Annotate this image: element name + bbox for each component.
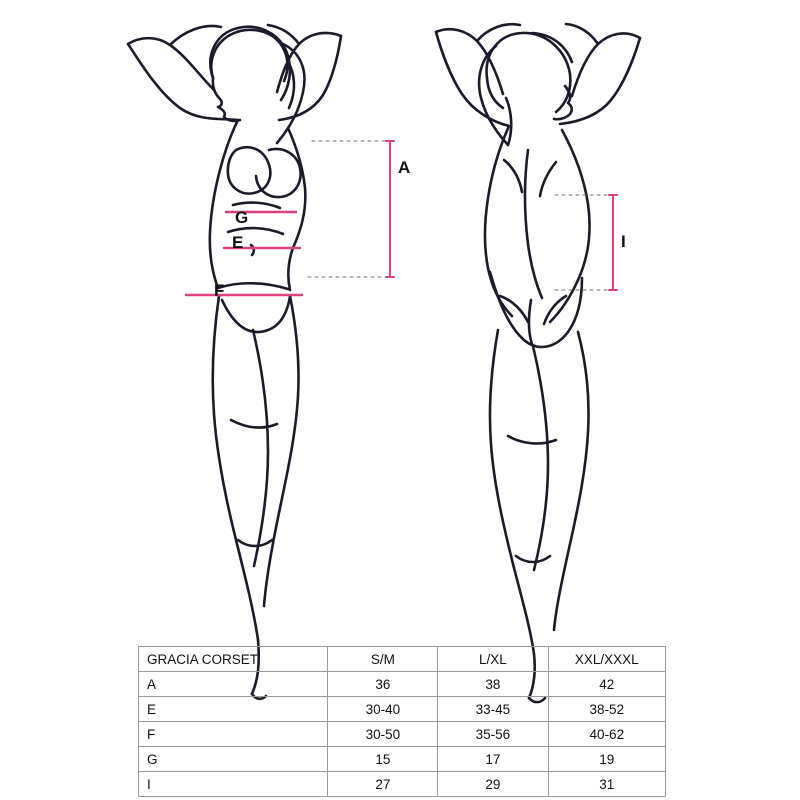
table-row <box>139 747 666 772</box>
row-label: E <box>139 697 328 722</box>
row-value-xxl: 31 <box>548 772 665 797</box>
row-value-sm: 15 <box>328 747 438 772</box>
row-value-sm: 36 <box>328 672 438 697</box>
row-value-sm: 27 <box>328 772 438 797</box>
table-header-title: GRACIA CORSET <box>139 647 328 672</box>
front-view-figure <box>128 25 341 699</box>
table-row <box>139 697 666 722</box>
row-label: F <box>139 722 328 747</box>
row-value-sm: 30-50 <box>328 722 438 747</box>
row-value-sm: 30-40 <box>328 697 438 722</box>
table-row <box>139 772 666 797</box>
measure-line-A <box>386 141 394 277</box>
size-table <box>138 646 666 797</box>
table-header-row <box>139 647 666 672</box>
row-value-xxl: 40-62 <box>548 722 665 747</box>
row-value-lxl: 35-56 <box>438 722 548 747</box>
table-row <box>139 722 666 747</box>
measure-guide-A <box>308 141 388 277</box>
row-value-lxl: 33-45 <box>438 697 548 722</box>
marker-label-I: I <box>621 232 626 251</box>
row-value-xxl: 19 <box>548 747 665 772</box>
row-label: I <box>139 772 328 797</box>
table-header-sm: S/M <box>328 647 438 672</box>
row-value-xxl: 42 <box>548 672 665 697</box>
back-view-figure <box>436 24 640 702</box>
row-label: G <box>139 747 328 772</box>
measure-line-I <box>609 195 617 290</box>
marker-label-E: E <box>232 233 244 252</box>
marker-label-A: A <box>398 158 411 177</box>
table-header-lxl: L/XL <box>438 647 548 672</box>
row-value-lxl: 29 <box>438 772 548 797</box>
row-label: A <box>139 672 328 697</box>
table-row <box>139 672 666 697</box>
row-value-xxl: 38-52 <box>548 697 665 722</box>
marker-label-G: G <box>235 208 249 227</box>
row-value-lxl: 17 <box>438 747 548 772</box>
marker-label-F: F <box>214 281 225 300</box>
row-value-lxl: 38 <box>438 672 548 697</box>
table-header-xxl: XXL/XXXL <box>548 647 665 672</box>
measure-guide-I <box>555 195 611 290</box>
